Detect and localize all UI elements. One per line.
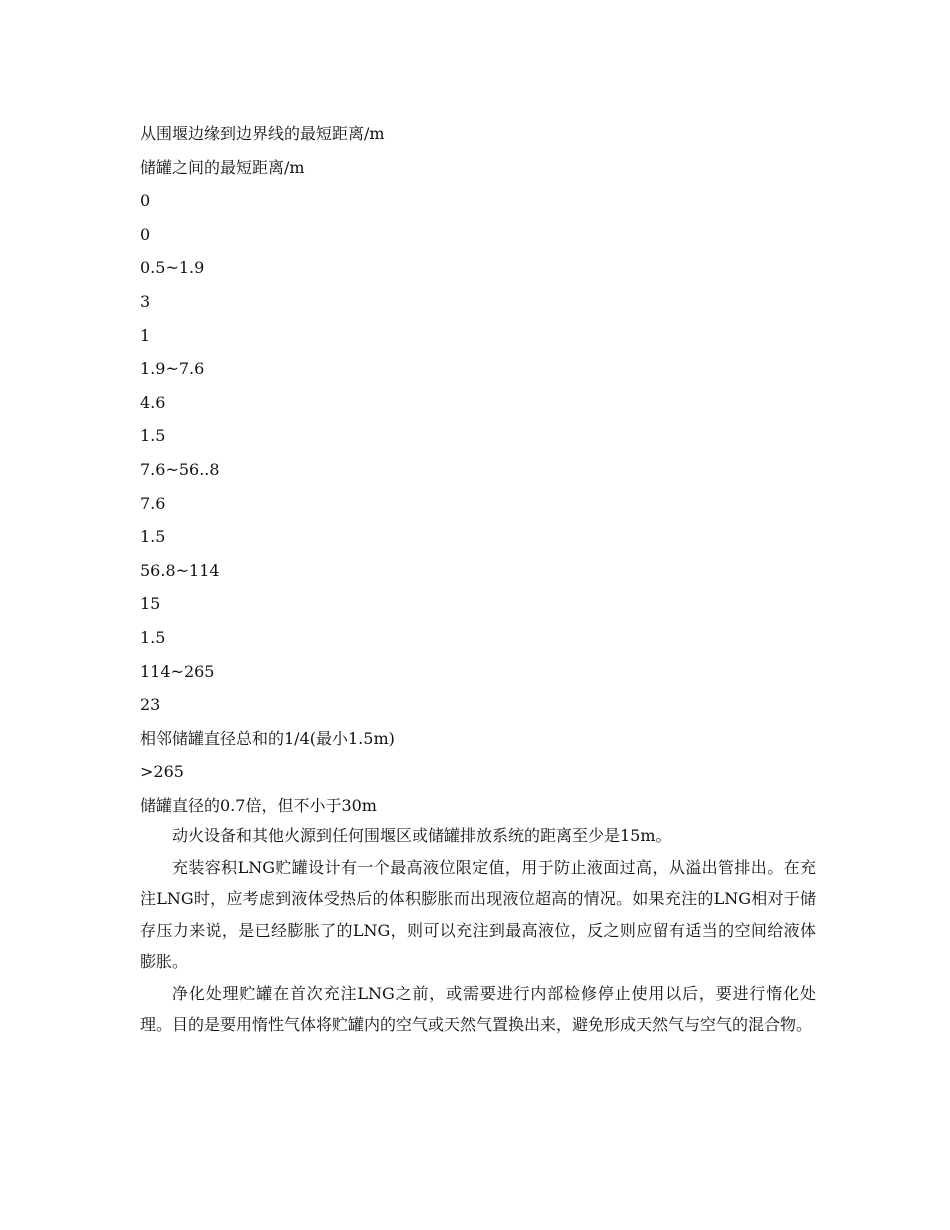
table-cell: >265 [140, 762, 184, 782]
table-cell: 0 [140, 191, 151, 211]
table-cell: 15 [140, 594, 161, 614]
table-cell: 7.6 [140, 493, 166, 513]
table-header-tank-distance: 储罐之间的最短距离/m [140, 157, 305, 177]
paragraph-fire-source-distance: 动火设备和其他火源到任何围堰区或储罐排放系统的距离至少是15m。 [172, 826, 672, 845]
table-cell: 7.6~56..8 [140, 459, 220, 479]
paragraph-max-liquid-level: 充装容积LNG贮罐设计有一个最高液位限定值，用于防止液面过高，从溢出管排出。在充注LNG时，应考虑到液体受热后的体积膨胀而出现液位超高的情况。如果充注的LNG相对于储存压力来说，是已经膨胀了的LNG，则可以充注到最高液位，反之则应留有适当的空间给液体膨胀。 [140, 857, 816, 971]
table-cell: 114~265 [140, 661, 215, 681]
table-cell: 0 [140, 224, 151, 244]
table-cell: 4.6 [140, 392, 166, 412]
table-cell: 3 [140, 291, 151, 311]
table-cell: 相邻储罐直径总和的1/4(最小1.5m) [140, 728, 395, 748]
table-cell: 1.5 [140, 426, 166, 446]
table-cell: 1 [140, 325, 151, 345]
paragraph-inerting-treatment: 净化处理贮罐在首次充注LNG之前，或需要进行内部检修停止使用以后，要进行惰化处理。目的是要用惰性气体将贮罐内的空气或天然气置换出来，避免形成天然气与空气的混合物。 [140, 983, 816, 1034]
table-cell: 1.9~7.6 [140, 359, 205, 379]
table-cell: 1.5 [140, 527, 166, 547]
table-cell: 23 [140, 695, 161, 715]
body-text [140, 820, 816, 1041]
table-header-boundary-distance: 从围堰边缘到边界线的最短距离/m [140, 124, 385, 143]
table-text-block [140, 117, 820, 822]
table-cell: 0.5~1.9 [140, 258, 205, 278]
table-cell: 56.8~114 [140, 560, 220, 580]
table-cell: 1.5 [140, 627, 166, 647]
table-cell: 储罐直径的0.7倍，但不小于30m [140, 795, 377, 815]
